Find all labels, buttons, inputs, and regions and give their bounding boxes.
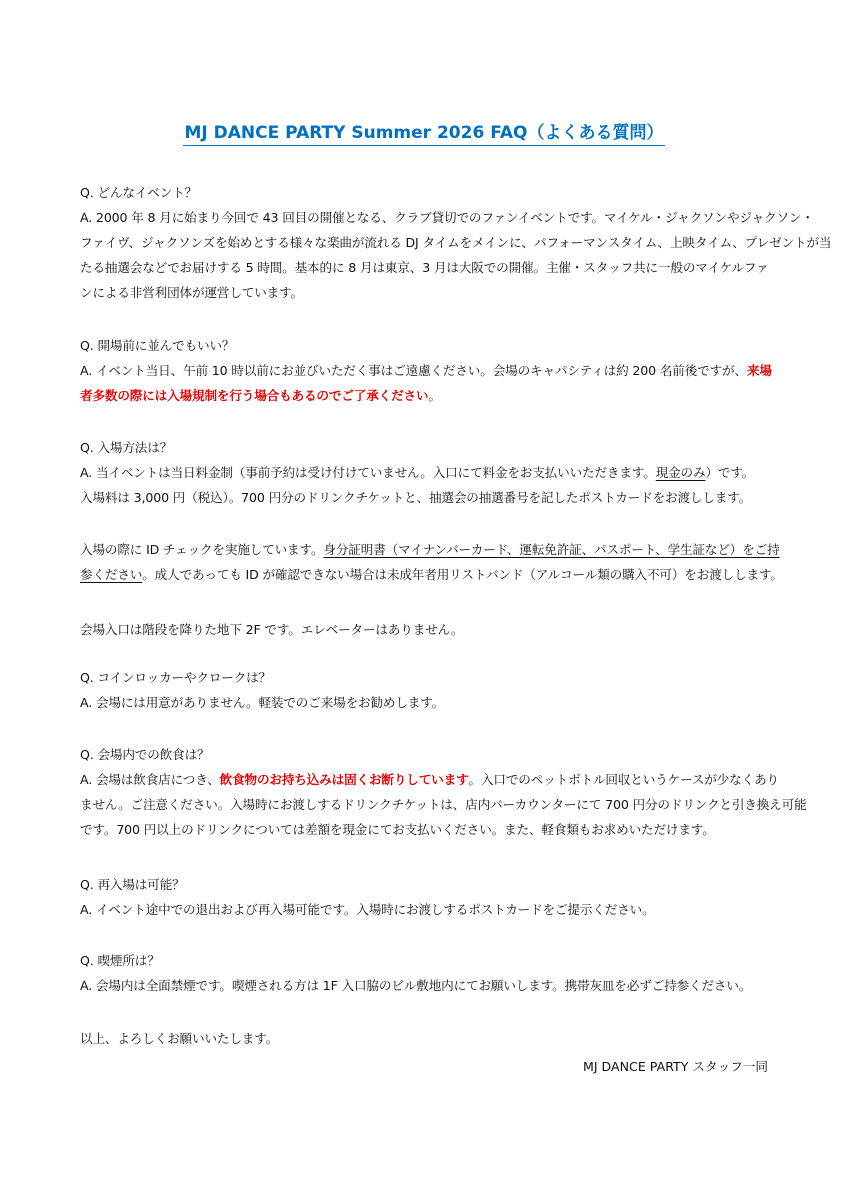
faq-item-queue bbox=[80, 333, 770, 408]
underlined-text: 参ください bbox=[80, 567, 143, 582]
answer-line: たる抽選会などでお届けする 5 時間。基本的に 8 月は東京、3 月は大阪での開催。主催・スタッフ共に一般のマイケルファ bbox=[80, 260, 769, 275]
answer-line: 入場料は 3,000 円（税込）。700 円分のドリンクチケットと、抽選会の抽選番号を記したポストカードをお渡しします。 bbox=[80, 490, 752, 505]
answer-line: です。700 円以上のドリンクについては差額を現金にてお支払いください。また、軽食類もお求めいただけます。 bbox=[80, 822, 715, 837]
faq-entry-id-check bbox=[80, 537, 783, 587]
page-title: MJ DANCE PARTY Summer 2026 FAQ（よくある質問） bbox=[0, 118, 848, 143]
answer-line: 入場の際に ID チェックを実施しています。身分証明書（マイナンバーカード、運転免許証、パスポート、学生証など）をご持 bbox=[80, 542, 780, 557]
underlined-text: 身分証明書（マイナンバーカード、運転免許証、パスポート、学生証など）をご持 bbox=[323, 542, 780, 557]
underlined-text: 現金のみ bbox=[655, 465, 706, 480]
faq-item-reentry bbox=[80, 872, 770, 922]
question: Q. どんなイベント？ bbox=[80, 185, 198, 200]
question: Q. コインロッカーやクロークは？ bbox=[80, 670, 272, 685]
answer-line: A. 会場内は全面禁煙です。喫煙される方は 1F 入口脇のビル敷地内にてお願いします。携帯灰皿を必ずご持参ください。 bbox=[80, 978, 752, 993]
answer-line: ンによる非営利団体が運営しています。 bbox=[80, 285, 303, 300]
faq-item-event bbox=[80, 180, 832, 305]
answer-line: A. イベント当日、午前 10 時以前にお並びいただく事はご遠慮ください。会場のキャパシティは約 200 名前後ですが、来場 bbox=[80, 363, 772, 378]
answer-line: A. 会場は飲食店につき、飲食物のお持ち込みは固くお断りしています。入口でのペットボトル回収というケースが少なくあり bbox=[80, 772, 779, 787]
emphasis-text: 飲食物のお持ち込みは固くお断りしています bbox=[219, 772, 469, 787]
question: Q. 開場前に並んでもいい？ bbox=[80, 338, 235, 353]
faq-item-locker bbox=[80, 665, 770, 715]
faq-item-smoking bbox=[80, 948, 770, 998]
question: Q. 再入場は可能？ bbox=[80, 877, 185, 892]
question: Q. 会場内での飲食は？ bbox=[80, 747, 210, 762]
faq-item-food bbox=[80, 742, 807, 842]
faq-entry-floor bbox=[80, 617, 770, 642]
answer-line: A. 当イベントは当日料金制（事前予約は受け付けていません。入口にて料金をお支払いいただきます。現金のみ）です。 bbox=[80, 465, 755, 480]
answer-line: A. イベント途中での退出および再入場可能です。入場時にお渡しするポストカードをご提示ください。 bbox=[80, 902, 655, 917]
answer-line: 会場入口は階段を降りた地下 2F です。エレベーターはありません。 bbox=[80, 622, 464, 637]
answer-line: A. 2000 年 8 月に始まり今回で 43 回目の開催となる、クラブ貸切でのファンイベントです。マイケル・ジャクソンやジャクソン・ bbox=[80, 210, 814, 225]
answer-line: 参ください。成人であっても ID が確認できない場合は未成年者用リストバンド（アルコール類の購入不可）をお渡しします。 bbox=[80, 567, 783, 582]
answer-line: ファイヴ、ジャクソンズを始めとする様々な楽曲が流れる DJ タイムをメインに、パフォーマンスタイム、上映タイム、プレゼントが当 bbox=[80, 235, 832, 250]
emphasis-text: 来場 bbox=[746, 363, 772, 378]
answer-line: 者多数の際には入場規制を行う場合もあるのでご了承ください。 bbox=[80, 388, 441, 403]
signature: MJ DANCE PARTY スタッフ一同 bbox=[582, 1059, 768, 1074]
question: Q. 入場方法は？ bbox=[80, 440, 173, 455]
answer-line: A. 会場には用意がありません。軽装でのご来場をお勧めします。 bbox=[80, 695, 445, 710]
closing-text: 以上、よろしくお願いいたします。 bbox=[80, 1031, 279, 1046]
question: Q. 喫煙所は？ bbox=[80, 953, 160, 968]
answer-line: ません。ご注意ください。入場時にお渡しするドリンクチケットは、店内バーカウンターにて 700 円分のドリンクと引き換え可能 bbox=[80, 797, 807, 812]
emphasis-text: 者多数の際には入場規制を行う場合もあるのでご了承ください bbox=[80, 388, 429, 403]
faq-item-entry bbox=[80, 435, 770, 510]
